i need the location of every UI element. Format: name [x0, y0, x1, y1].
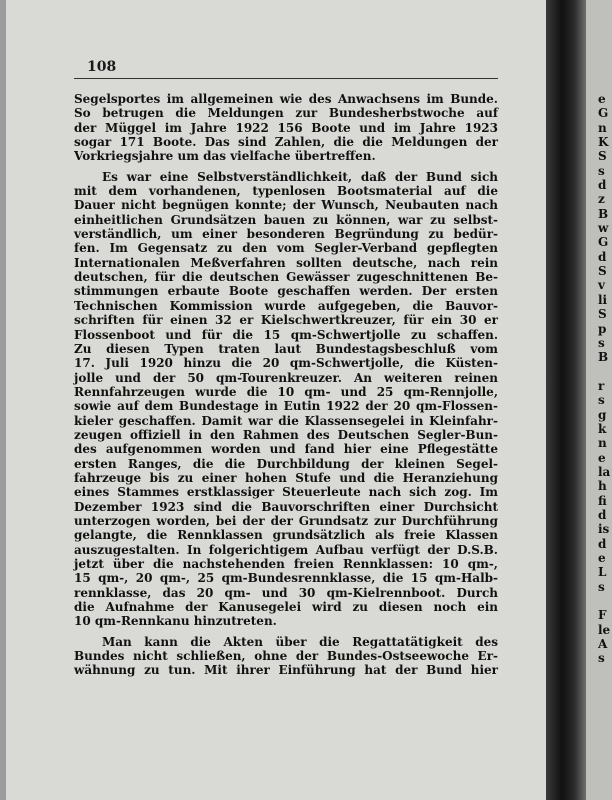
- facing-page-letter: fi: [598, 493, 607, 508]
- text-line: zeugen offiziell in den Rahmen des Deutschen Segler-Bun-: [74, 427, 498, 442]
- facing-page-letter: d: [598, 536, 607, 551]
- facing-page-letter: r: [598, 378, 605, 393]
- text-line: mit dem vorhandenen, typenlosen Bootsmaterial auf die: [74, 184, 498, 199]
- text-line: fahrzeuge bis zu einer hohen Stufe und die Heranziehung: [74, 470, 498, 485]
- facing-page-letter: S: [598, 264, 607, 279]
- facing-page-letter: k: [598, 421, 607, 436]
- facing-page-letter: G: [598, 235, 609, 250]
- page-number: 108: [87, 59, 117, 75]
- book-gutter: [546, 0, 586, 800]
- facing-page-letter: d: [598, 507, 607, 522]
- text-line: schriften für einen 32 er Kielschwertkreuzer, für ein 30 er: [74, 313, 498, 328]
- facing-page-letter: S: [598, 149, 607, 164]
- text-line: sogar 171 Boote. Das sind Zahlen, die die Meldungen der: [74, 135, 498, 150]
- facing-page-letter: s: [598, 163, 605, 178]
- facing-page-letter: h: [598, 479, 607, 494]
- facing-page-letter: e: [598, 92, 606, 106]
- text-line: Dezember 1923 sind die Bauvorschriften einer Durchsicht: [74, 499, 498, 514]
- text-line: Internationalen Meßverfahren sollten deutsche, nach rein: [74, 255, 498, 270]
- facing-page-letter: v: [598, 278, 605, 293]
- facing-page-letter: F: [598, 608, 607, 623]
- text-line: Bundes nicht schließen, ohne der Bundes-Ostseewoche Er-: [74, 649, 498, 664]
- text-line: 15 qm-, 20 qm-, 25 qm-Bundesrennklasse, die 15 qm-Halb-: [74, 571, 498, 586]
- text-line: unterzogen worden, bei der der Grundsatz zur Durchführung: [74, 513, 498, 528]
- facing-page-letter: S: [598, 307, 607, 322]
- text-line: der Müggel im Jahre 1922 156 Boote und im Jahre 1923: [74, 120, 498, 135]
- facing-page-text-fragment: [598, 92, 612, 666]
- facing-page-letter: e: [598, 551, 606, 565]
- text-line: Segelsportes im allgemeinen wie des Anwachsens im Bunde.: [74, 92, 498, 106]
- text-line: die Aufnahme der Kanusegelei wird zu diesen noch ein: [74, 600, 498, 615]
- facing-page-letter: z: [598, 192, 605, 207]
- facing-page-letter: d: [598, 249, 607, 264]
- facing-page-letter: li: [598, 292, 608, 307]
- facing-page-letter: [598, 594, 612, 608]
- text-line: Flossenboot und für die 15 qm-Schwertjolle zu schaffen.: [74, 327, 498, 342]
- facing-page-letter: s: [598, 651, 605, 666]
- text-line: Technischen Kommission wurde aufgegeben, die Bauvor-: [74, 298, 498, 313]
- text-line: Dauer nicht begnügen konnte; der Wunsch, Neubauten nach: [74, 198, 498, 213]
- facing-page-letter: A: [598, 637, 608, 652]
- text-line: wähnung zu tun. Mit ihrer Einführung hat der Bund hier: [74, 663, 498, 678]
- header-rule: [74, 78, 498, 79]
- facing-page-letter: e: [598, 450, 606, 465]
- text-line: Es war eine Selbstverständlichkeit, daß der Bund sich: [102, 169, 498, 184]
- facing-page-letter: w: [598, 221, 609, 236]
- text-line: verständlich, um einer besonderen Begründung zu bedür-: [74, 227, 498, 242]
- facing-page-letter: s: [598, 579, 605, 594]
- text-line: des aufgenommen worden und fand hier eine Pflegestätte: [74, 442, 498, 457]
- page-body-text: [74, 92, 498, 678]
- text-line: stimmungen erbaute Boote geschaffen werden. Der ersten: [74, 284, 498, 299]
- text-line: einheitlichen Grundsätzen bauen zu können, war zu selbst-: [74, 212, 498, 227]
- text-line: ersten Ranges, die die Durchbildung der kleinen Segel-: [74, 456, 498, 471]
- facing-page-letter: B: [598, 206, 609, 221]
- facing-page-letter: la: [598, 464, 611, 479]
- text-line: gelangte, die Rennklassen grundsätzlich als freie Klassen: [74, 528, 498, 543]
- text-line: kieler geschaffen. Damit war die Klassensegelei in Kleinfahr-: [74, 413, 498, 428]
- text-line: auszugestalten. In folgerichtigem Aufbau verfügt der D.S.B.: [74, 542, 498, 557]
- text-line: rennklasse, das 20 qm- und 30 qm-Kielrennboot. Durch: [74, 585, 498, 600]
- text-line: fen. Im Gegensatz zu den vom Segler-Verband gepflegten: [74, 241, 498, 256]
- text-line: So betrugen die Meldungen zur Bundesherbstwoche auf: [74, 106, 498, 121]
- text-line: eines Stammes erstklassiger Steuerleute nach sich zog. Im: [74, 485, 498, 500]
- text-line: jolle und der 50 qm-Tourenkreuzer. An weiteren reinen: [74, 370, 498, 385]
- facing-page-letter: s: [598, 335, 605, 350]
- text-line: 17. Juli 1920 hinzu die 20 qm-Schwertjolle, die Küsten-: [74, 356, 498, 371]
- facing-page-letter: B: [598, 350, 609, 365]
- text-line: 10 qm-Rennkanu hinzutreten.: [74, 614, 277, 629]
- facing-page-letter: s: [598, 393, 605, 408]
- text-line: Vorkriegsjahre um das vielfache übertreffen.: [74, 149, 376, 164]
- facing-page-letter: [598, 365, 612, 379]
- text-line: deutschen, für die deutschen Gewässer zugeschnittenen Be-: [74, 270, 498, 285]
- facing-page-letter: n: [598, 120, 607, 135]
- facing-page-letter: L: [598, 565, 607, 580]
- facing-page-letter: K: [598, 135, 609, 150]
- facing-page-letter: G: [598, 106, 609, 121]
- facing-page-letter: le: [598, 622, 611, 637]
- text-line: Man kann die Akten über die Regattatätigkeit des: [102, 634, 498, 649]
- text-line: jetzt über die nachstehenden freien Rennklassen: 10 qm-,: [74, 557, 498, 571]
- facing-page-letter: d: [598, 178, 607, 193]
- facing-page-letter: g: [598, 407, 607, 422]
- facing-page-letter: is: [598, 522, 610, 537]
- text-line: sowie auf dem Bundestage in Eutin 1922 der 20 qm-Flossen-: [74, 399, 498, 414]
- facing-page-letter: n: [598, 436, 607, 451]
- text-line: Rennfahrzeugen wurde die 10 qm- und 25 qm-Rennjolle,: [74, 384, 498, 399]
- text-line: Zu diesen Typen traten laut Bundestagsbeschluß vom: [74, 341, 498, 356]
- facing-page-letter: p: [598, 321, 607, 336]
